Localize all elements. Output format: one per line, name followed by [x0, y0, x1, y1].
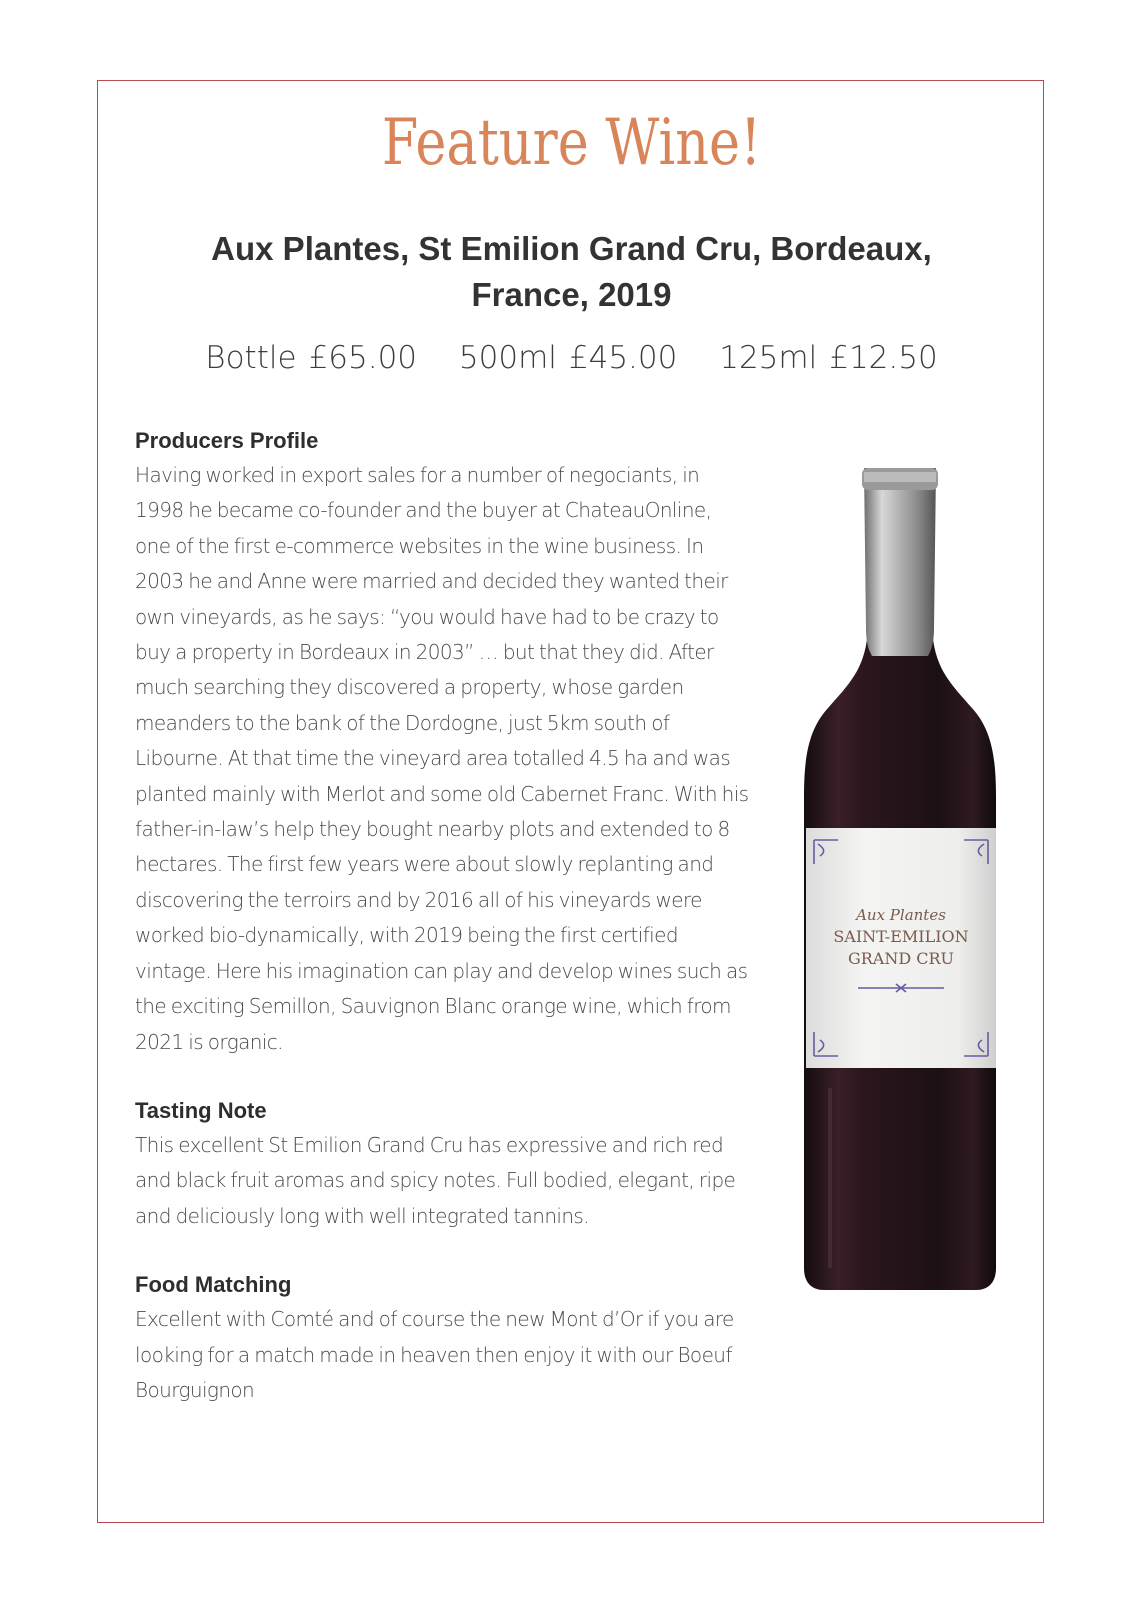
producers-profile-section [135, 424, 750, 1060]
price-125ml [719, 340, 937, 376]
tasting-note-section [135, 1094, 750, 1234]
price-value: £12.50 [829, 340, 938, 376]
label-line1-text: SAINT-EMILION [833, 927, 969, 946]
food-matching-heading: Food Matching [135, 1272, 292, 1298]
producers-profile-heading: Producers Profile [135, 428, 319, 453]
producers-profile-text: Having worked in export sales for a number of negociants, in 1998 he became co-founder and the buyer at ChateauOnline, one of the first e-commerce websites in the wine business. In 2003 he and Anne were married and decided they wanted their own vineyards, as he says: “you would have had to be crazy to buy a property in Bordeaux in 2003” … but that they did. After much searching they discovered a property, whose garden meanders to the bank of the Dordogne, just 5km south of Libourne. At that time the vineyard area totalled 4.5 ha and was planted mainly with Merlot and some old Cabernet Franc. With his father-in-law’s help they bought nearby plots and extended to 8 hectares. The first few years were about slowly replanting and discovering the terroirs and by 2016 all of his vineyards were worked bio-dynamically, with 2019 being the first certified vintage. Here his imagination can play and develop wines such as the exciting Semillon, Sauvignon Blanc orange wine, which from 2021 is organic. [135, 463, 749, 1054]
page-title: Feature Wine! [381, 106, 762, 180]
tasting-note-text: This excellent St Emilion Grand Cru has expressive and rich red and black fruit aromas and spicy notes. Full bodied, elegant, ripe and deliciously long with well integrated tannins. [135, 1132, 736, 1228]
wine-bottle-image [800, 468, 1000, 1298]
price-label: 500ml [458, 340, 557, 376]
label-line2-text: GRAND CRU [847, 949, 955, 968]
label-script-text: Aux Plantes [856, 906, 946, 924]
price-label: 125ml [719, 340, 818, 376]
price-label: Bottle [205, 340, 297, 376]
price-list [0, 340, 1143, 376]
food-matching-text: Excellent with Comté and of course the new Mont d’Or if you are looking for a match made in heaven then enjoy it with our Boeuf Bourguignon [135, 1307, 734, 1402]
tasting-note-heading: Tasting Note [135, 1097, 267, 1123]
food-matching-section [135, 1268, 750, 1408]
bottle-label [806, 828, 996, 1068]
bottle-capsule [864, 468, 936, 656]
wine-name-heading: Aux Plantes, St Emilion Grand Cru, Bordeaux, France, 2019 [211, 230, 932, 313]
price-value: £45.00 [568, 340, 678, 376]
price-500ml [459, 340, 677, 376]
wine-description [135, 424, 750, 1442]
price-value: £65.00 [308, 340, 418, 376]
price-bottle [205, 340, 417, 376]
